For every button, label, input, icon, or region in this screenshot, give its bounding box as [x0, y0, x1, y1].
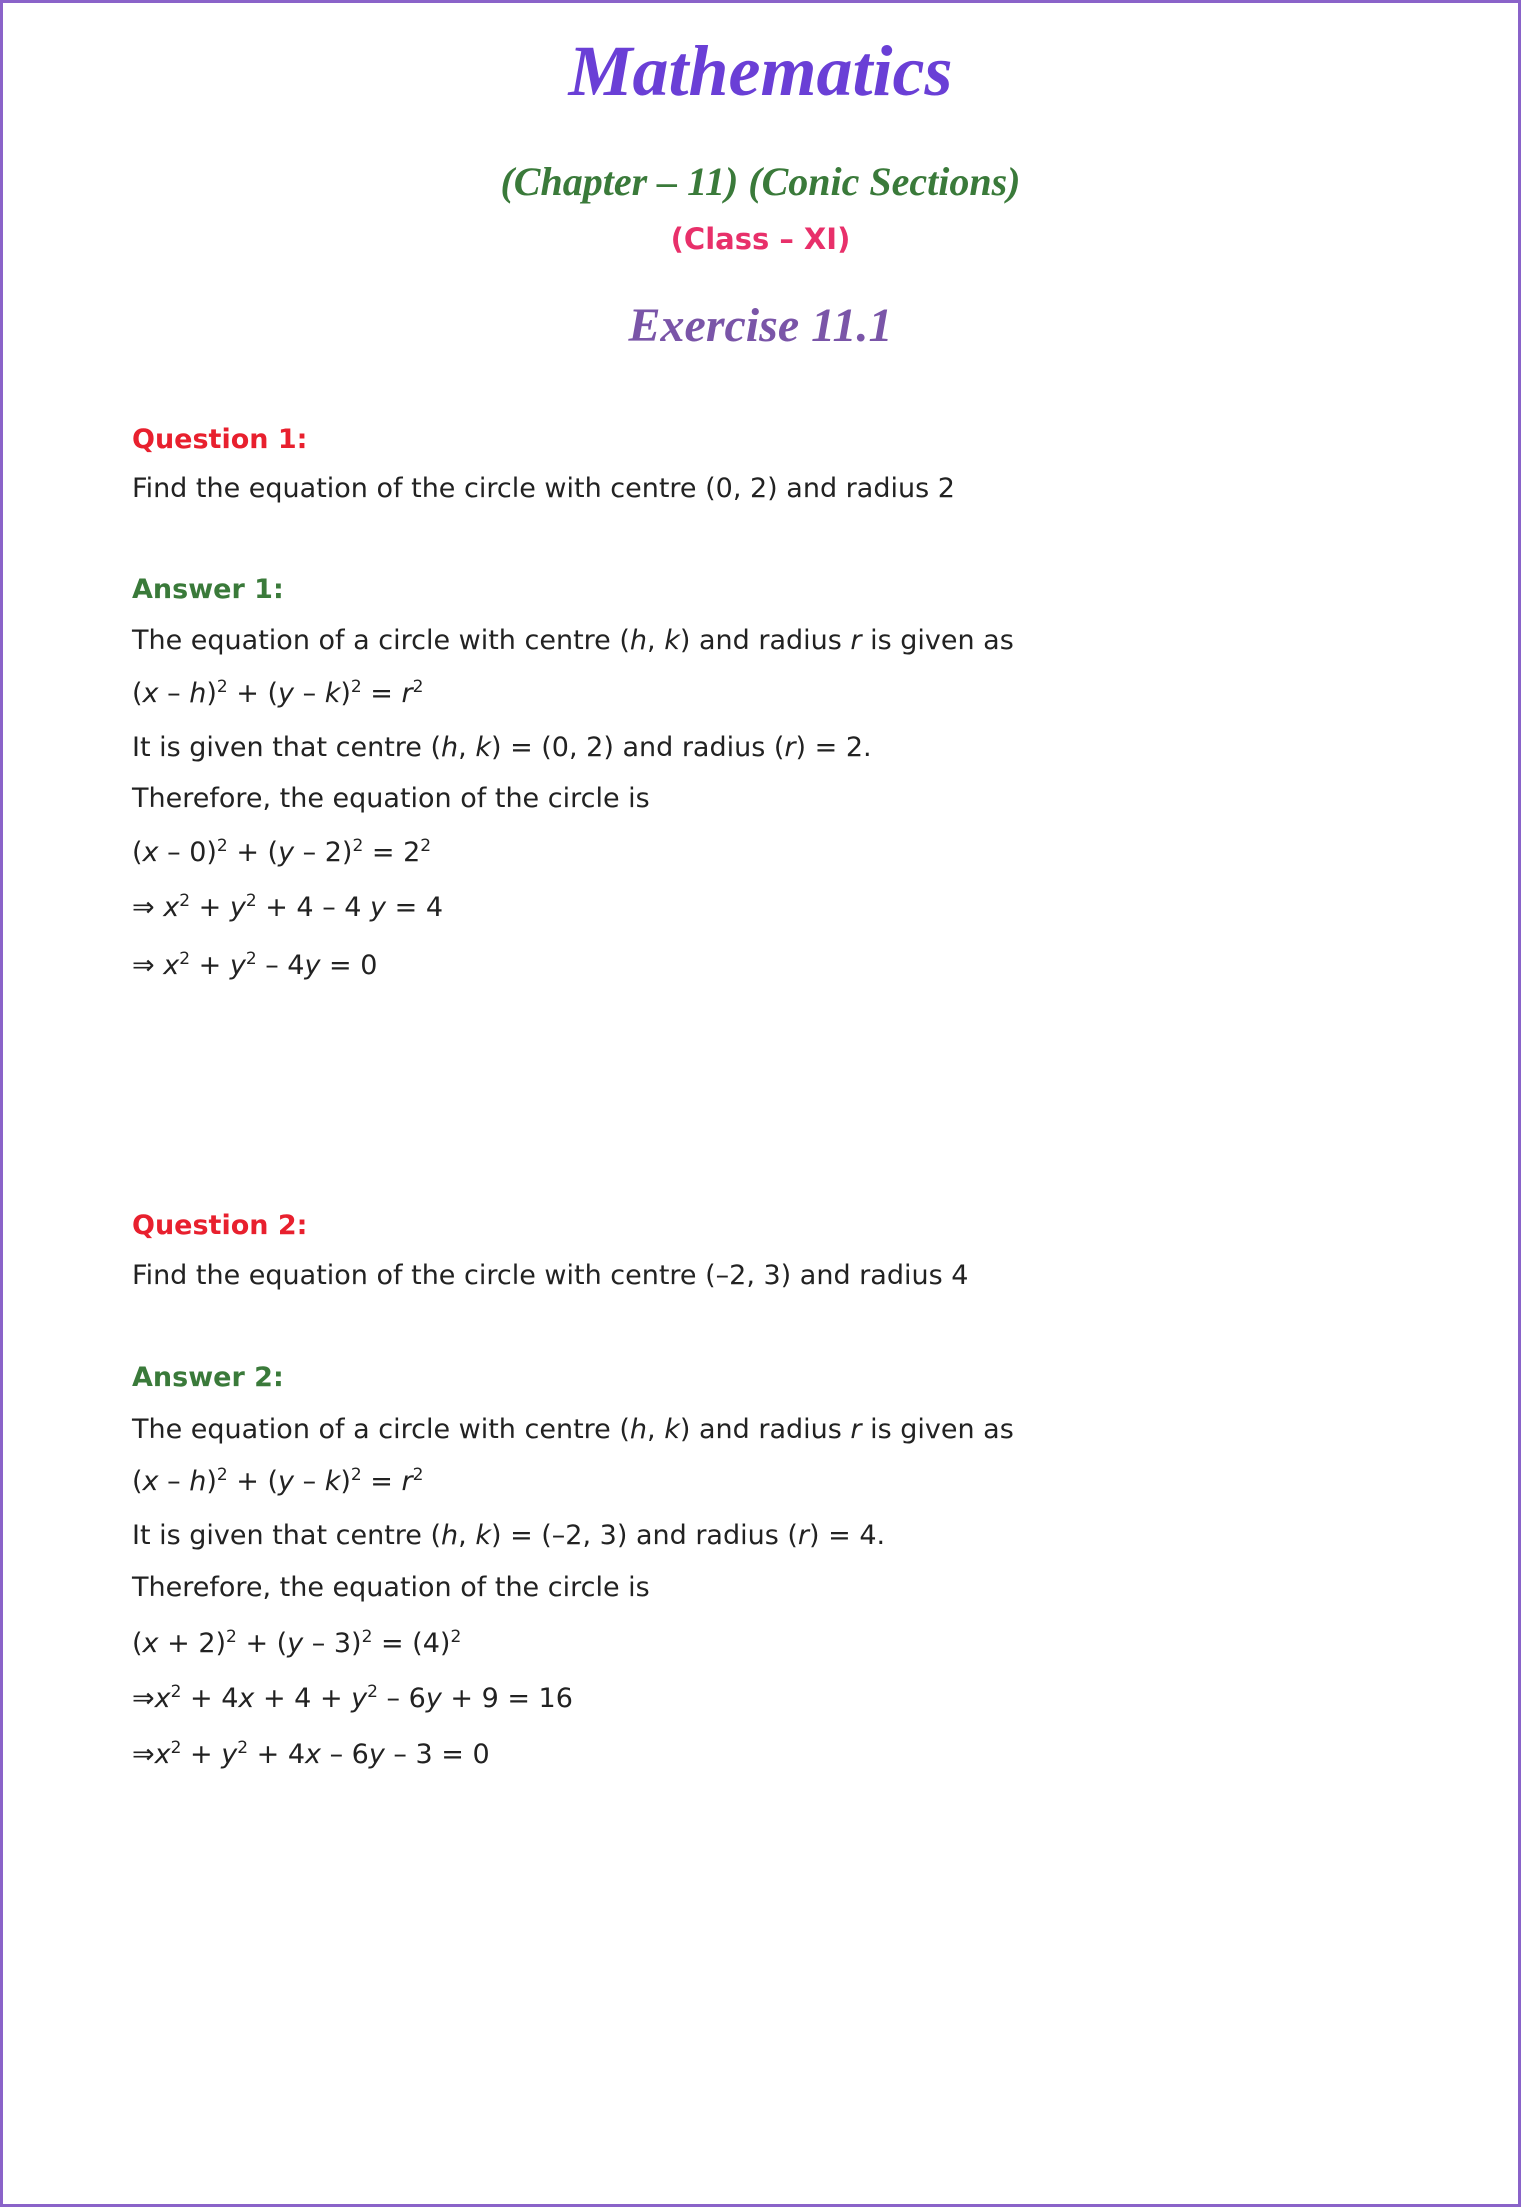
- text-run: ) = (0, 2) and radius (: [490, 732, 785, 763]
- text-run: + 4 +: [254, 1683, 352, 1714]
- text-run: +: [190, 950, 230, 981]
- superscript: 2: [226, 1627, 237, 1647]
- math-variable: y: [351, 1683, 368, 1714]
- math-variable: y: [304, 950, 321, 981]
- text-run: +: [181, 1739, 222, 1770]
- math-variable: x: [154, 1683, 171, 1714]
- math-variable: y: [370, 892, 387, 923]
- text-run: ): [206, 678, 217, 709]
- text-run: – 6: [377, 1683, 426, 1714]
- math-variable: y: [229, 950, 246, 981]
- superscript: 2: [216, 1465, 228, 1485]
- superscript: 2: [412, 1465, 424, 1485]
- superscript: 2: [450, 1627, 462, 1647]
- text-run: ⇒: [132, 892, 164, 923]
- text-run: ,: [647, 1414, 665, 1445]
- text-line: [132, 625, 1014, 656]
- math-variable: r: [401, 1466, 413, 1497]
- question-heading: [132, 424, 307, 455]
- text-run: ) = (–2, 3) and radius (: [490, 1520, 798, 1551]
- text-line: [132, 891, 443, 923]
- text-run: + 2): [158, 1628, 227, 1659]
- text-run: ⇒: [132, 950, 164, 981]
- math-variable: k: [324, 1466, 341, 1497]
- text-run: – 3 = 0: [384, 1739, 490, 1770]
- superscript: 2: [245, 891, 257, 911]
- text-run: ⇒: [132, 1683, 155, 1714]
- superscript: 2: [179, 949, 191, 969]
- text-run: is given as: [861, 625, 1014, 656]
- text-run: (: [132, 1628, 143, 1659]
- text-run: ) and radius: [679, 625, 851, 656]
- text-run: = (4): [372, 1628, 451, 1659]
- text-line: [132, 1520, 885, 1551]
- text-run: The equation of a circle with centre (: [132, 1414, 630, 1445]
- math-variable: r: [784, 732, 796, 763]
- superscript: 2: [367, 1682, 378, 1702]
- superscript: 2: [179, 891, 191, 911]
- text-run: ): [206, 1466, 217, 1497]
- superscript: 2: [350, 1465, 362, 1485]
- text-line: [132, 1414, 1014, 1445]
- superscript: 2: [352, 836, 364, 856]
- math-variable: h: [629, 1414, 648, 1445]
- text-run: Answer 2:: [132, 1362, 284, 1393]
- math-variable: h: [629, 625, 648, 656]
- math-variable: x: [154, 1739, 171, 1770]
- math-variable: k: [664, 625, 680, 656]
- text-run: – 4: [256, 950, 305, 981]
- text-run: –: [294, 1466, 325, 1497]
- math-variable: h: [189, 1466, 207, 1497]
- superscript: 2: [412, 677, 424, 697]
- math-variable: y: [425, 1683, 442, 1714]
- text-run: – 2): [294, 837, 353, 868]
- text-line: [132, 836, 431, 868]
- superscript: 2: [237, 1738, 249, 1758]
- text-line: [132, 1627, 461, 1659]
- math-variable: x: [305, 1739, 321, 1770]
- text-run: + (: [236, 1628, 288, 1659]
- math-variable: h: [441, 732, 459, 763]
- class-heading: (Class – XI): [670, 222, 851, 256]
- text-run: is given as: [861, 1414, 1014, 1445]
- text-run: = 0: [320, 950, 378, 981]
- text-run: (: [132, 678, 143, 709]
- math-variable: x: [142, 837, 159, 868]
- math-variable: x: [163, 950, 180, 981]
- superscript: 2: [216, 677, 228, 697]
- text-run: Answer 1:: [132, 574, 284, 605]
- superscript: 2: [245, 949, 257, 969]
- math-variable: y: [278, 837, 295, 868]
- chapter-heading: (Chapter – 11) (Conic Sections): [500, 159, 1021, 204]
- text-run: ) and radius: [679, 1414, 851, 1445]
- text-line: [132, 1682, 573, 1714]
- math-variable: r: [850, 625, 862, 656]
- text-run: Therefore, the equation of the circle is: [132, 783, 650, 814]
- math-variable: x: [142, 1628, 159, 1659]
- page-title: Mathematics: [568, 31, 953, 111]
- text-run: + 9 = 16: [441, 1683, 573, 1714]
- text-run: ): [340, 678, 351, 709]
- text-run: –: [158, 1466, 190, 1497]
- math-variable: x: [142, 678, 159, 709]
- text-run: + 4 – 4: [256, 892, 371, 923]
- text-line: [132, 1260, 968, 1291]
- math-variable: k: [664, 1414, 680, 1445]
- math-variable: r: [401, 678, 413, 709]
- text-run: + 4: [248, 1739, 306, 1770]
- text-run: Therefore, the equation of the circle is: [132, 1572, 650, 1603]
- answer-heading: [132, 1362, 284, 1393]
- answer-heading: [132, 574, 284, 605]
- text-run: Find the equation of the circle with centre (0, 2) and radius 2: [132, 473, 955, 504]
- math-variable: y: [221, 1739, 238, 1770]
- math-variable: y: [278, 1466, 295, 1497]
- text-line: [132, 1465, 423, 1497]
- text-run: ,: [458, 732, 476, 763]
- text-run: = 4: [386, 892, 443, 923]
- exercise-heading: Exercise 11.1: [628, 299, 893, 352]
- text-run: + 4: [181, 1683, 239, 1714]
- math-variable: x: [163, 892, 180, 923]
- math-variable: y: [368, 1739, 385, 1770]
- text-run: Find the equation of the circle with centre (–2, 3) and radius 4: [132, 1260, 969, 1291]
- math-variable: r: [797, 1520, 810, 1551]
- text-run: –: [294, 678, 325, 709]
- text-run: =: [361, 1466, 402, 1497]
- text-run: ): [340, 1466, 351, 1497]
- text-line: [132, 473, 955, 504]
- superscript: 2: [170, 1682, 182, 1702]
- text-run: =: [361, 678, 402, 709]
- text-run: (: [132, 837, 143, 868]
- text-run: + (: [227, 837, 279, 868]
- superscript: 2: [216, 836, 228, 856]
- text-run: (: [132, 1466, 143, 1497]
- text-run: Question 2:: [132, 1210, 308, 1241]
- math-variable: y: [287, 1628, 304, 1659]
- text-run: +: [190, 892, 230, 923]
- question-heading: [132, 1210, 307, 1241]
- math-variable: x: [142, 1466, 159, 1497]
- superscript: 2: [350, 677, 362, 697]
- text-run: ,: [458, 1520, 476, 1551]
- text-line: [132, 949, 377, 981]
- text-run: – 6: [321, 1739, 369, 1770]
- text-run: The equation of a circle with centre (: [132, 625, 630, 656]
- math-variable: k: [475, 732, 491, 763]
- text-run: It is given that centre (: [132, 1520, 442, 1551]
- text-run: + (: [227, 678, 279, 709]
- superscript: 2: [361, 1627, 373, 1647]
- text-run: –: [158, 678, 190, 709]
- math-variable: k: [324, 678, 341, 709]
- text-run: Question 1:: [132, 424, 308, 455]
- text-line: [132, 732, 872, 763]
- superscript: 2: [420, 836, 432, 856]
- text-run: It is given that centre (: [132, 732, 442, 763]
- text-line: [132, 677, 423, 709]
- text-run: = 2: [363, 837, 421, 868]
- math-variable: k: [475, 1520, 491, 1551]
- math-variable: y: [278, 678, 295, 709]
- text-run: ,: [647, 625, 665, 656]
- text-run: + (: [227, 1466, 279, 1497]
- text-line: [132, 1572, 650, 1603]
- text-run: ) = 2.: [795, 732, 872, 763]
- math-variable: x: [238, 1683, 255, 1714]
- superscript: 2: [170, 1738, 182, 1758]
- math-variable: y: [229, 892, 246, 923]
- math-variable: h: [441, 1520, 459, 1551]
- math-variable: h: [189, 678, 207, 709]
- text-run: ⇒: [132, 1739, 155, 1770]
- text-line: [132, 783, 650, 814]
- text-run: – 0): [158, 837, 217, 868]
- text-run: – 3): [303, 1628, 362, 1659]
- math-variable: r: [850, 1414, 862, 1445]
- text-line: [132, 1738, 490, 1770]
- text-run: ) = 4.: [809, 1520, 886, 1551]
